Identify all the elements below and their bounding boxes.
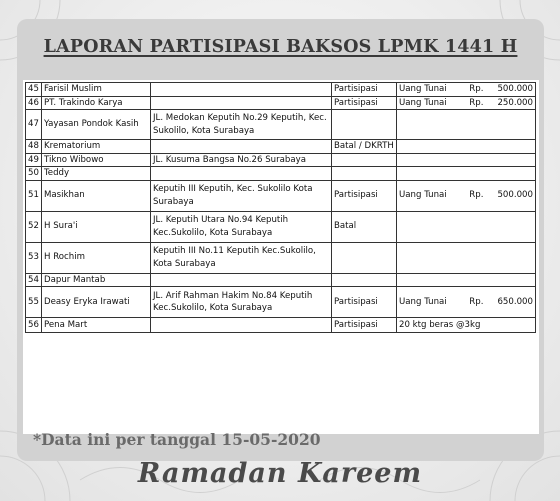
row-number: 48	[26, 140, 42, 154]
donation-cell	[397, 140, 536, 154]
participation-status	[332, 273, 397, 287]
participation-status	[332, 167, 397, 181]
row-number: 47	[26, 110, 42, 140]
participant-name: H Rochim	[42, 242, 151, 273]
participation-status: Batal	[332, 211, 397, 242]
donation-cell	[397, 167, 536, 181]
participation-status	[332, 242, 397, 273]
participant-name: Teddy	[42, 167, 151, 181]
table-row	[26, 211, 536, 242]
table-row	[26, 140, 536, 154]
data-date-note: *Data ini per tanggal 15-05-2020	[33, 430, 321, 449]
participation-status: Partisipasi	[332, 96, 397, 110]
report-card	[17, 19, 544, 461]
participation-status	[332, 153, 397, 167]
donation-cell	[397, 318, 536, 333]
donation-type: Uang Tunai	[399, 296, 447, 307]
row-number: 52	[26, 211, 42, 242]
row-number: 46	[26, 96, 42, 110]
donation-cell	[397, 96, 536, 110]
participant-name: Yayasan Pondok Kasih	[42, 110, 151, 140]
row-number: 56	[26, 318, 42, 333]
donation-type: Uang Tunai	[399, 84, 447, 94]
row-number: 53	[26, 242, 42, 273]
donation-type: Uang Tunai	[399, 190, 447, 201]
donation-amount: 500.000	[497, 84, 533, 94]
participant-name: Masikhan	[42, 180, 151, 211]
participant-address: JL. Arif Rahman Hakim No.84 Keputih Kec.Sukolilo, Kota Surabaya	[151, 287, 332, 318]
currency-label: Rp.	[469, 296, 484, 307]
participation-table	[25, 82, 536, 333]
donation-amount: 250.000	[497, 97, 533, 108]
participant-address	[151, 96, 332, 110]
participation-status: Batal / DKRTH	[332, 140, 397, 154]
row-number: 55	[26, 287, 42, 318]
table-row	[26, 180, 536, 211]
currency-label: Rp.	[469, 84, 484, 94]
donation-cell	[397, 273, 536, 287]
table-row	[26, 273, 536, 287]
participation-sheet	[23, 80, 539, 434]
donation-type: Uang Tunai	[399, 97, 447, 108]
participation-status: Partisipasi	[332, 180, 397, 211]
participation-status: Partisipasi	[332, 287, 397, 318]
table-row	[26, 110, 536, 140]
table-row	[26, 83, 536, 97]
participant-address: JL. Medokan Keputih No.29 Keputih, Kec. Sukolilo, Kota Surabaya	[151, 110, 332, 140]
participation-status	[332, 110, 397, 140]
row-number: 49	[26, 153, 42, 167]
donation-type: 20 ktg beras @3kg	[399, 319, 481, 330]
participant-address: JL. Kusuma Bangsa No.26 Surabaya	[151, 153, 332, 167]
participation-status: Partisipasi	[332, 318, 397, 333]
participant-name: Krematorium	[42, 140, 151, 154]
donation-cell	[397, 287, 536, 318]
donation-cell	[397, 242, 536, 273]
row-number: 50	[26, 167, 42, 181]
table-row	[26, 153, 536, 167]
donation-cell	[397, 83, 536, 97]
participant-name: Dapur Mantab	[42, 273, 151, 287]
table-row	[26, 96, 536, 110]
participation-status: Partisipasi	[332, 83, 397, 97]
participant-address: Keputih III No.11 Keputih Kec.Sukolilo, Kota Surabaya	[151, 242, 332, 273]
participant-name: Deasy Eryka Irawati	[42, 287, 151, 318]
report-title: LAPORAN PARTISIPASI BAKSOS LPMK 1441 H	[43, 37, 518, 57]
table-row	[26, 287, 536, 318]
donation-cell	[397, 211, 536, 242]
currency-label: Rp.	[469, 97, 484, 108]
row-number: 45	[26, 83, 42, 97]
participant-address	[151, 83, 332, 97]
participant-address	[151, 318, 332, 333]
row-number: 51	[26, 180, 42, 211]
participant-address: JL. Keputih Utara No.94 Keputih Kec.Sukolilo, Kota Surabaya	[151, 211, 332, 242]
row-number: 54	[26, 273, 42, 287]
table-row	[26, 167, 536, 181]
greeting-text: Ramadan Kareem	[137, 458, 423, 489]
participant-name: Tikno Wibowo	[42, 153, 151, 167]
donation-cell	[397, 153, 536, 167]
currency-label: Rp.	[469, 190, 484, 201]
participant-name: Pena Mart	[42, 318, 151, 333]
participant-name: H Sura'i	[42, 211, 151, 242]
participant-address: Keputih III Keputih, Kec. Sukolilo Kota Surabaya	[151, 180, 332, 211]
participant-address	[151, 273, 332, 287]
table-row	[26, 318, 536, 333]
participant-name: PT. Trakindo Karya	[42, 96, 151, 110]
participant-name: Farisil Muslim	[42, 83, 151, 97]
table-row	[26, 242, 536, 273]
participant-address	[151, 167, 332, 181]
donation-cell	[397, 180, 536, 211]
donation-cell	[397, 110, 536, 140]
donation-amount: 500.000	[497, 190, 533, 201]
donation-amount: 650.000	[497, 296, 533, 307]
participant-address	[151, 140, 332, 154]
